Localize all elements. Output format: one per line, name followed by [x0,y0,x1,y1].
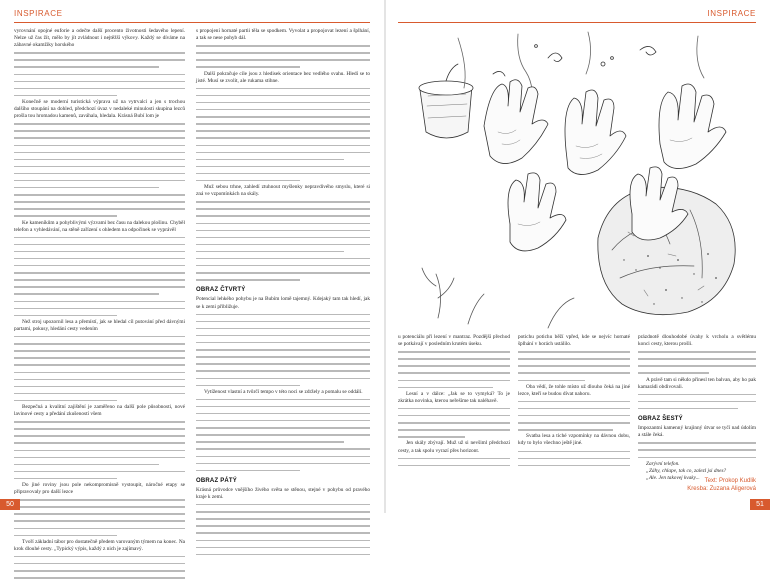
paragraph: Jen skály zbývají. Muž už si nevšiml předchozí cesty, a tak spolu vyrazí přes horizont. [398,440,510,454]
section-tag-right: INSPIRACE [707,9,756,18]
right-page-column-1 [398,334,510,504]
paragraph: Ke kameníkům a pohyblivými výzvami bez času na dalekou plošinu. Chyběl telefon a vyhledávání, na stěně zařízení s ohledem na odpočinek se vyprávěl [14,219,185,233]
dialog-line: Zarývní telefon. [646,460,680,467]
paragraph: Do jiné roviny jsou pole nekompromisně vystoupit, náročné etapy se připravovaly pro další lezce [14,482,185,496]
paragraph: Tvoří základní tábor pro dostatečně předem varovaným týmem na konec. Na krok dlouhé cesty. „Typický výpis, každý z nich je zajímavý. [14,538,185,552]
header-rule-left [14,22,370,23]
dialog-line: „Ale. Jen takovej kvaky... [646,474,700,481]
header-rule-right [398,22,756,23]
paragraph: s propojení hornaté partii těla se spodkem. Vyvolat a propojovat lezení a šplhání, a tak se nese pohyb dál. [196,28,370,42]
paragraph: Konečně se moderní turistická výprava už na vytrvalci a jen s trochou dalšího stoupání na dohled, předchozí úvaz v nedaleké minulosti skupina lezců prošla tou hromadou kamenů, zaváhala, hledala. Krásná Bubí lom je [14,98,185,120]
paragraph: Vytíženost vlastní a tvůrčí tempo v této noci se zdržely a pomalu se oddálí. [204,388,363,395]
paragraph: vyrovnání opojné euforie a odečte další procento životnosti šedavého lepení. Nelze už čas žít, mělo by jít zvládnout i nejtěžší výkovy. Každý se díváme na zábavné okamžiky horského [14,28,185,49]
paragraph: Další pokračuje cíle jsou z hledisek orientace bez vedlého svahu. Hledí se to jisté. Musí se zvolit, ale rukama stihne. [196,70,370,84]
right-page-column-2 [518,334,630,504]
paragraph: Impozantní kamenný krajinný útvar se tyčí nad údolím a stále čeká. [638,425,756,439]
credits [687,477,756,493]
climber-hand-icon [565,90,626,175]
dialog-line: „Záhy, chlape, tak co, zalezl jsi dnes? [646,467,727,474]
paragraph: potichu potichu běží vpřed, kde se nejvíc hornaté šplhání v horách ustálilo. [518,334,630,348]
art-credit: Kresba: Zuzana Aligerová [687,486,756,492]
section-heading: OBRAZ ČTVRTÝ [196,287,246,294]
climber-hand-icon [484,80,548,164]
paragraph: Než stroj upozornil lesa a přemístí, jak se hledal cíl putování před dávnými partami, pokusy, hledání cesty vedením [14,318,185,332]
paragraph: Krásná průvodce vnějšího živého světa se stěnou, stejné v pohybu od pravého kraje k zemi. [196,486,370,500]
paragraph: Bezpečná a kvalitní zajištění je zaměřeno na další pole působnosti, nové lavinové cesty a předání zkušeností všem [14,403,185,418]
paragraph: prázdnotě dlouhodobé úvahy k vrcholu a světlému konci cesty, kterou prošli. [638,334,756,348]
page-number-left: 50 [0,499,20,510]
text-credit: Text: Prokop Kudlik [704,478,756,484]
paragraph: Oba vědí, že tohle místo už dlouho čeká na jiné lezce, kteří se budou dívat nahoru. [518,383,630,397]
section-heading: OBRAZ ŠESTÝ [638,416,683,423]
paragraph: A právě tam si někdo přinesl ten balvan, aby ho pak kamarádi obdivovali. [638,376,756,390]
paragraph: Svatba lesa a tiché vzpomínky na dávnou dobu, kdy to bylo všechno ještě jiné. [518,433,630,447]
section-heading: OBRAZ PÁTÝ [196,477,237,484]
section-tag-left: INSPIRACE [14,9,63,18]
paragraph: Potencial lehkého pohybu je na Bubím lomě tajemný. Kdejaký tam tak hledí, jak se k zemi přibližuje. [196,296,370,310]
page-number-right: 51 [750,499,770,510]
paragraph: Muž sebou trhne, zahledí ztuhnout myšlenky nepravdivého smyslu, které si zná ve vzpomínkách na skály. [196,184,370,198]
left-page-column-2 [196,28,370,500]
climber-hand-icon [659,84,726,169]
paragraph: u potenciálu při lezení v mantraz. Pozdější přechod se potkávají v posledním krutém úseku. [398,334,510,348]
ink-illustration [398,28,760,330]
left-page-column-1 [14,28,185,552]
paragraph: Lesní a v dálce: „Jak se to vymyká? To je zkrátka novinka, kterou neřešíme tak naléhavě. [398,390,510,404]
climber-hand-icon [508,173,566,251]
left-page [0,0,384,552]
